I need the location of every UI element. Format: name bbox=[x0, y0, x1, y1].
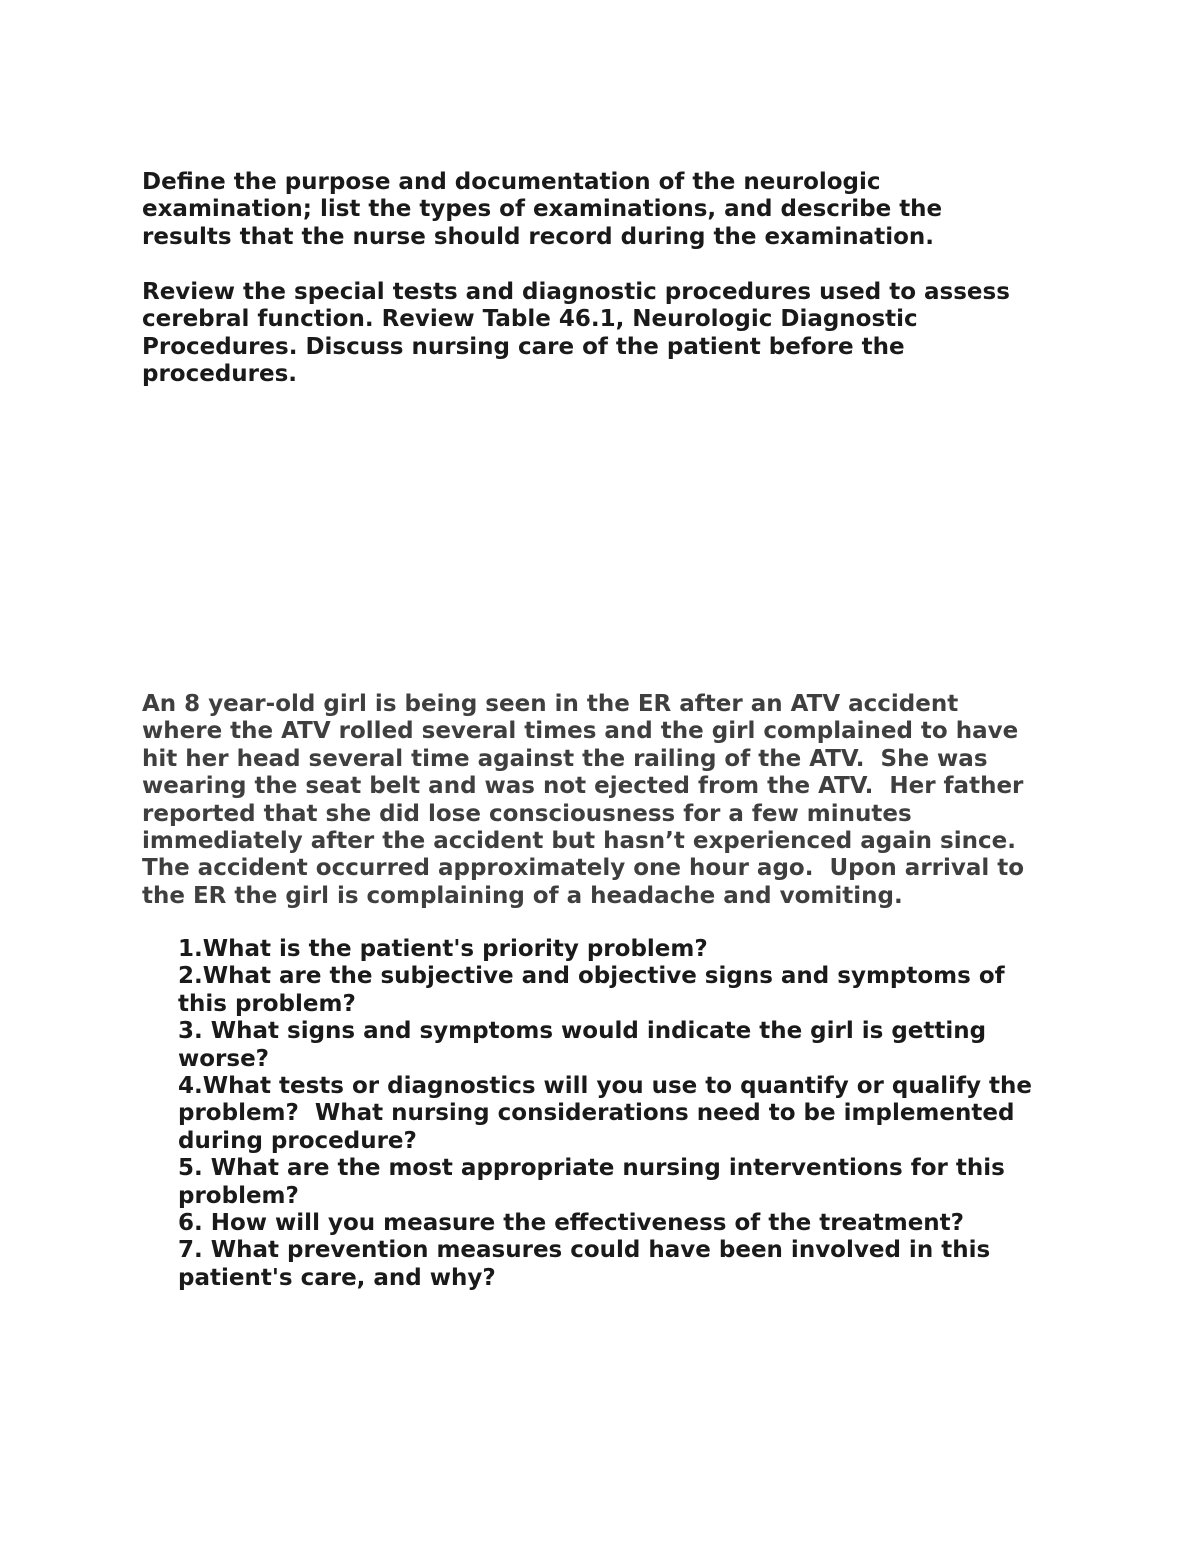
question-text: 6. How will you measure the effectiveness of the treatment? bbox=[178, 1210, 965, 1237]
case-scenario-paragraph bbox=[142, 691, 1024, 910]
question-item-4 bbox=[178, 1073, 1032, 1155]
question-item-6 bbox=[178, 1210, 1032, 1237]
objective-paragraph-diagnostic-procedures bbox=[142, 279, 1010, 389]
text-line: Procedures. Discuss nursing care of the patient before the bbox=[142, 333, 905, 360]
question-text: worse? bbox=[178, 1045, 270, 1072]
text-line: results that the nurse should record during the examination. bbox=[142, 223, 934, 250]
question-item-5 bbox=[178, 1155, 1032, 1210]
text-line: Define the purpose and documentation of the neurologic bbox=[142, 169, 881, 195]
question-text: during procedure? bbox=[178, 1127, 417, 1154]
question-text: 1.What is the patient's priority problem? bbox=[178, 936, 708, 962]
question-text: patient's care, and why? bbox=[178, 1264, 496, 1291]
text-line: The accident occurred approximately one hour ago. Upon arrival to bbox=[142, 855, 1025, 882]
text-line: immediately after the accident but hasn’t experienced again since. bbox=[142, 828, 1016, 855]
text-line: the ER the girl is complaining of a headache and vomiting. bbox=[142, 882, 903, 909]
question-text: 3. What signs and symptoms would indicate the girl is getting bbox=[178, 1018, 987, 1045]
question-text: 7. What prevention measures could have been involved in this bbox=[178, 1237, 991, 1264]
text-line: An 8 year-old girl is being seen in the ER after an ATV accident bbox=[142, 691, 959, 717]
question-item-3 bbox=[178, 1018, 1032, 1073]
question-text: problem? bbox=[178, 1182, 299, 1209]
question-item-7 bbox=[178, 1237, 1032, 1292]
question-list bbox=[178, 936, 1032, 1292]
text-line: where the ATV rolled several times and the girl complained to have bbox=[142, 718, 1019, 745]
text-line: reported that she did lose consciousness for a few minutes bbox=[142, 800, 912, 827]
text-line: wearing the seat belt and was not ejected from the ATV. Her father bbox=[142, 773, 1024, 800]
question-text: 2.What are the subjective and objective signs and symptoms of bbox=[178, 963, 1005, 990]
text-line: Review the special tests and diagnostic procedures used to assess bbox=[142, 279, 1010, 305]
question-text: this problem? bbox=[178, 990, 356, 1017]
text-line: cerebral function. Review Table 46.1, Neurologic Diagnostic bbox=[142, 306, 918, 333]
text-line: procedures. bbox=[142, 361, 298, 388]
question-item-1 bbox=[178, 936, 1032, 963]
text-line: examination; list the types of examinations, and describe the bbox=[142, 196, 943, 223]
question-text: 5. What are the most appropriate nursing interventions for this bbox=[178, 1155, 1005, 1182]
question-text: 4.What tests or diagnostics will you use to quantify or qualify the bbox=[178, 1073, 1032, 1100]
objective-paragraph-neuro-exam bbox=[142, 169, 942, 251]
question-item-2 bbox=[178, 963, 1032, 1018]
question-text: problem? What nursing considerations need to be implemented bbox=[178, 1100, 1015, 1127]
text-line: hit her head several time against the railing of the ATV. She was bbox=[142, 745, 988, 772]
